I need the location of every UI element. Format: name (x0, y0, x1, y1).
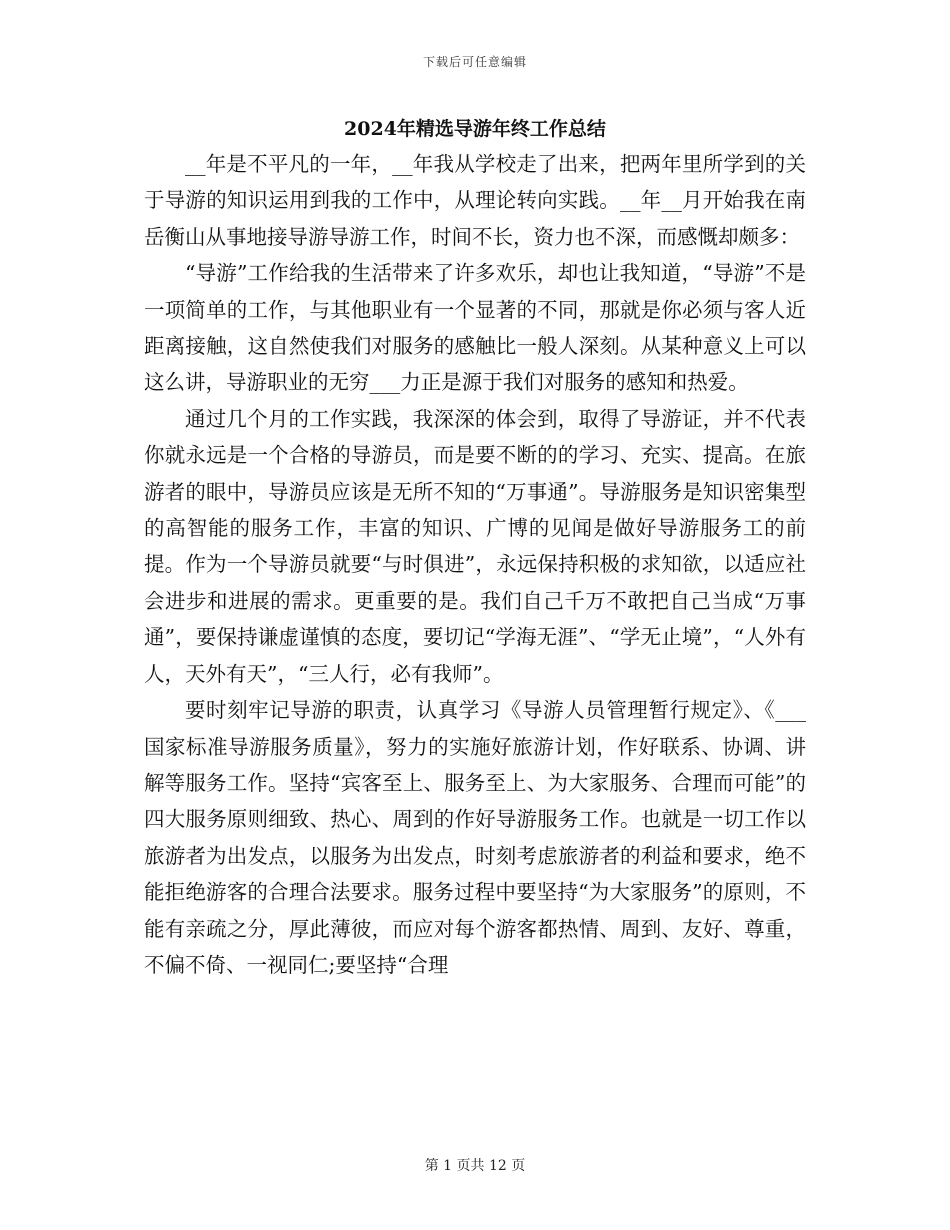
document-title: 2024年精选导游年终工作总结 (344, 118, 606, 140)
paragraph-2: “导游”工作给我的生活带来了许多欢乐，却也让我知道，“导游”不是一项简单的工作，与其他职业有一个显著的不同，那就是你必须与客人近距离接触，这自然使我们对服务的感触比一般人深刻。从某种意义上可以这么讲，导游职业的无穷___力正是源于我们对服务的感知和热爱。 (144, 261, 806, 395)
paragraph-3: 通过几个月的工作实践，我深深的体会到，取得了导游证，并不代表你就永远是一个合格的导游员，而是要不断的的学习、充实、提高。在旅游者的眼中，导游员应该是无所不知的“万事通”。导游服务是知识密集型的高智能的服务工作，丰富的知识、广博的见闻是做好导游服务工的前提。作为一个导游员就要“与时俱进”，永远保持积极的求知欲，以适应社会进步和进展的需求。更重要的是。我们自己千万不敢把自己当成“万事通”，要保持谦虚谨慎的态度，要切记“学海无涯”、“学无止境”，“人外有人，天外有天”，“三人行，必有我师”。 (144, 406, 806, 686)
page-number-footer: 第 1 页共 12 页 (424, 1158, 526, 1174)
document-body (144, 146, 806, 983)
paragraph-1: __年是不平凡的一年，__年我从学校走了出来，把两年里所学到的关于导游的知识运用到我的工作中，从理论转向实践。__年__月开始我在南岳衡山从事地接导游导游工作，时间不长，资力也不深，而感慨却颇多： (144, 152, 806, 249)
paragraph-4: 要时刻牢记导游的职责，认真学习《导游人员管理暂行规定》、《___国家标准导游服务质量》，努力的实施好旅游计划，作好联系、协调、讲解等服务工作。坚持“宾客至上、服务至上、为大家服务、合理而可能”的四大服务原则细致、热心、周到的作好导游服务工作。也就是一切工作以旅游者为出发点，以服务为出发点，时刻考虑旅游者的利益和要求，绝不能拒绝游客的合理合法要求。服务过程中要坚持“为大家服务”的原则，不能有亲疏之分，厚此薄彼，而应对每个游客都热情、周到、友好、尊重，不偏不倚、一视同仁;要坚持“合理 (144, 698, 806, 977)
page-header: 下载后可任意编辑 (422, 55, 527, 69)
